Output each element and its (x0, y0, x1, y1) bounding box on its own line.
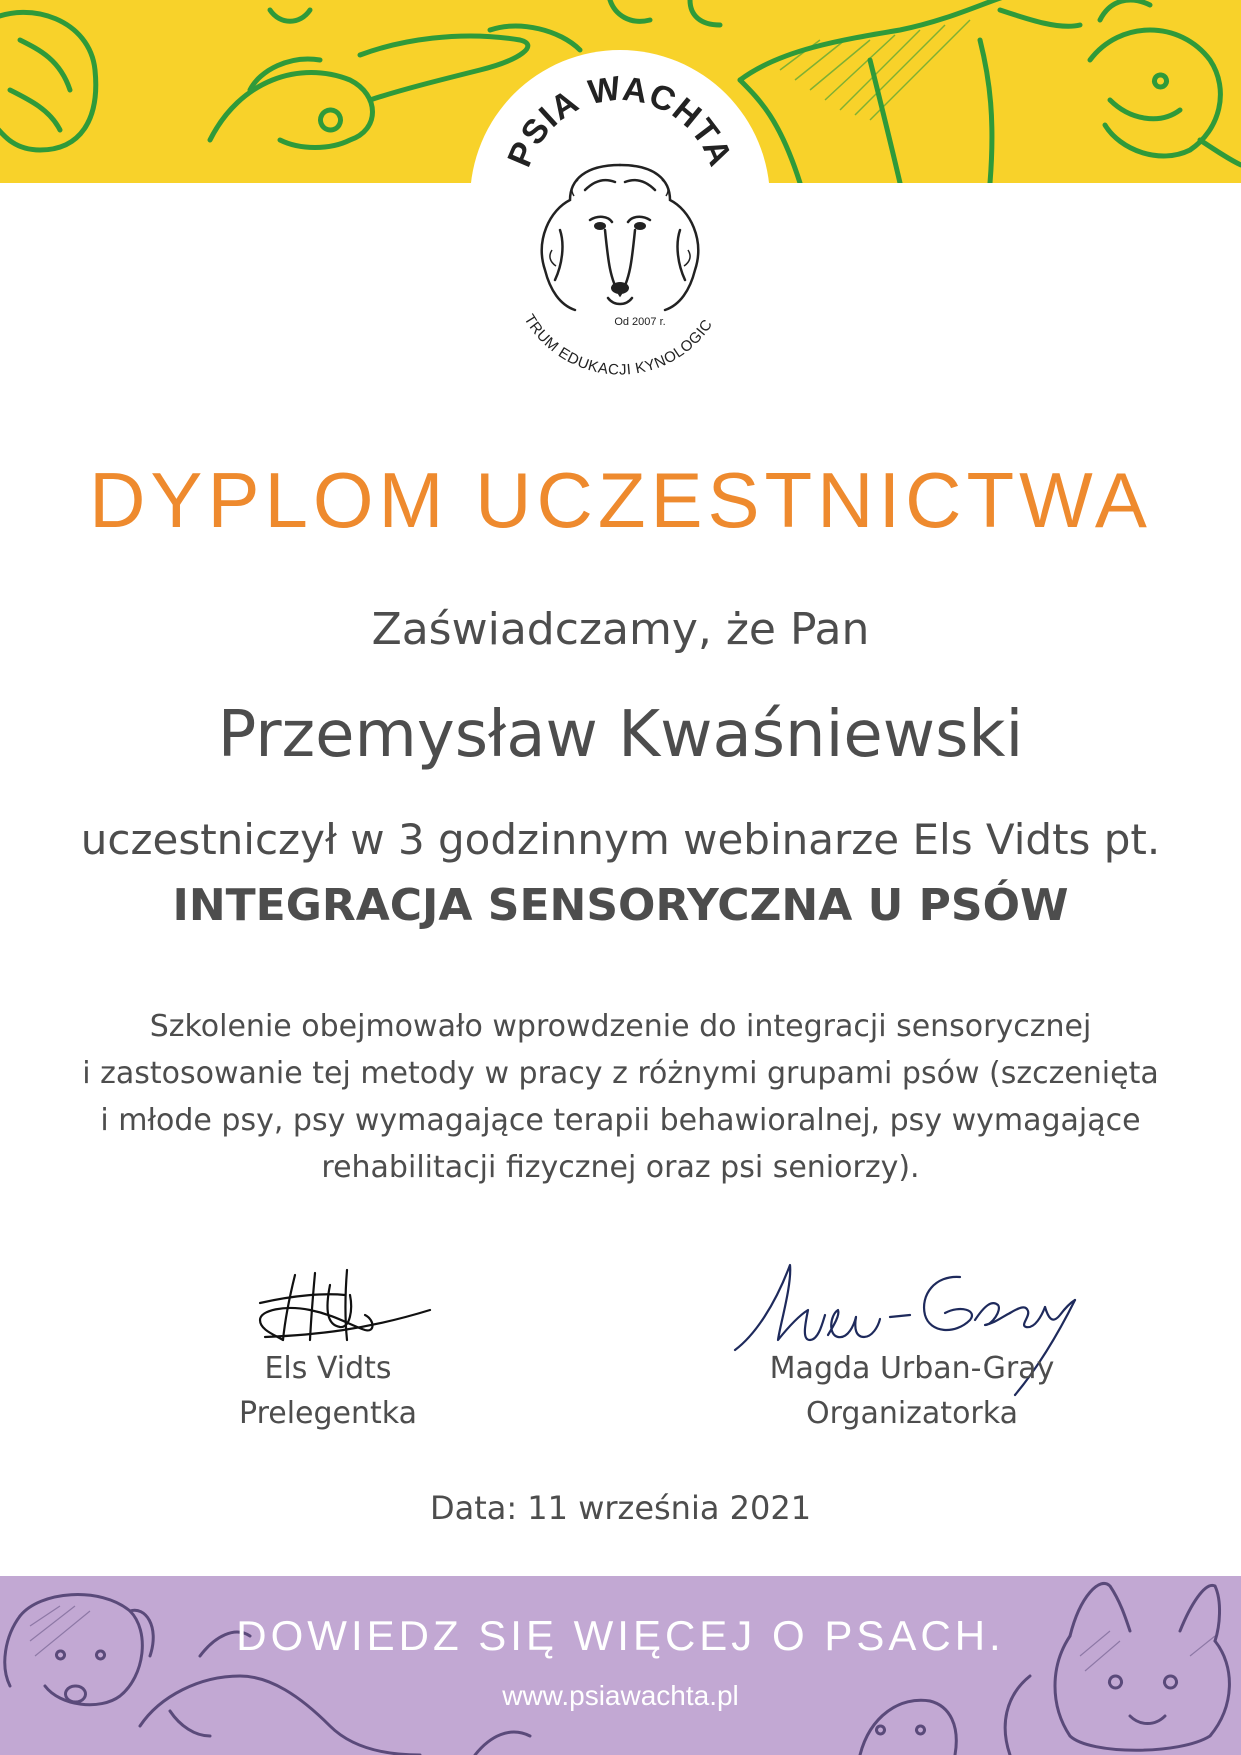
logo-name: PSIA WACHTA (500, 70, 740, 173)
bottom-banner (0, 1576, 1241, 1755)
poodle-head-icon (490, 70, 750, 390)
logo-subtitle: TRUM EDUKACJI KYNOLOGIC (520, 311, 717, 379)
course-title: INTEGRACJA SENSORYCZNA U PSÓW (172, 880, 1069, 931)
participation-line: uczestniczył w 3 godzinnym webinarze Els Vidts pt. (80, 815, 1161, 864)
footer-website-link[interactable]: www.psiawachta.pl (502, 1680, 739, 1711)
logo-since: Od 2007 r. (614, 316, 666, 328)
diploma-title: DYPLOM UCZESTNICTWA (89, 456, 1152, 544)
intro-text: Zaświadczamy, że Pan (371, 604, 870, 655)
issue-date: Data: 11 września 2021 (429, 1489, 812, 1527)
footer-cta: DOWIEDZ SIĘ WIĘCEJ O PSACH. (236, 1612, 1005, 1659)
signatory-name: Magda Urban-Gray (769, 1351, 1055, 1386)
signatory-role: Prelegentka (239, 1396, 417, 1431)
dogs-illustration-bottom (0, 1576, 1241, 1755)
description-line: rehabilitacji fizycznej oraz psi seniorzy). (321, 1150, 920, 1185)
signature-block-left (118, 1346, 538, 1436)
signatory-role: Organizatorka (805, 1396, 1018, 1431)
participant-name: Przemysław Kwaśniewski (217, 698, 1024, 772)
logo (490, 70, 750, 390)
description-line: Szkolenie obejmowało wprowdzenie do integracji sensorycznej (149, 1009, 1092, 1044)
svg-text:PSIA WACHTA (500, 70, 739, 172)
course-description (60, 1003, 1181, 1191)
signature-els-vidts (255, 1265, 445, 1355)
description-line: i młode psy, psy wymagające terapii behawioralnej, psy wymagające (100, 1103, 1141, 1138)
signature-block-right (702, 1346, 1122, 1436)
signatory-name: Els Vidts (264, 1351, 392, 1386)
description-line: i zastosowanie tej metody w pracy z różnymi grupami psów (szczenięta (82, 1056, 1159, 1091)
